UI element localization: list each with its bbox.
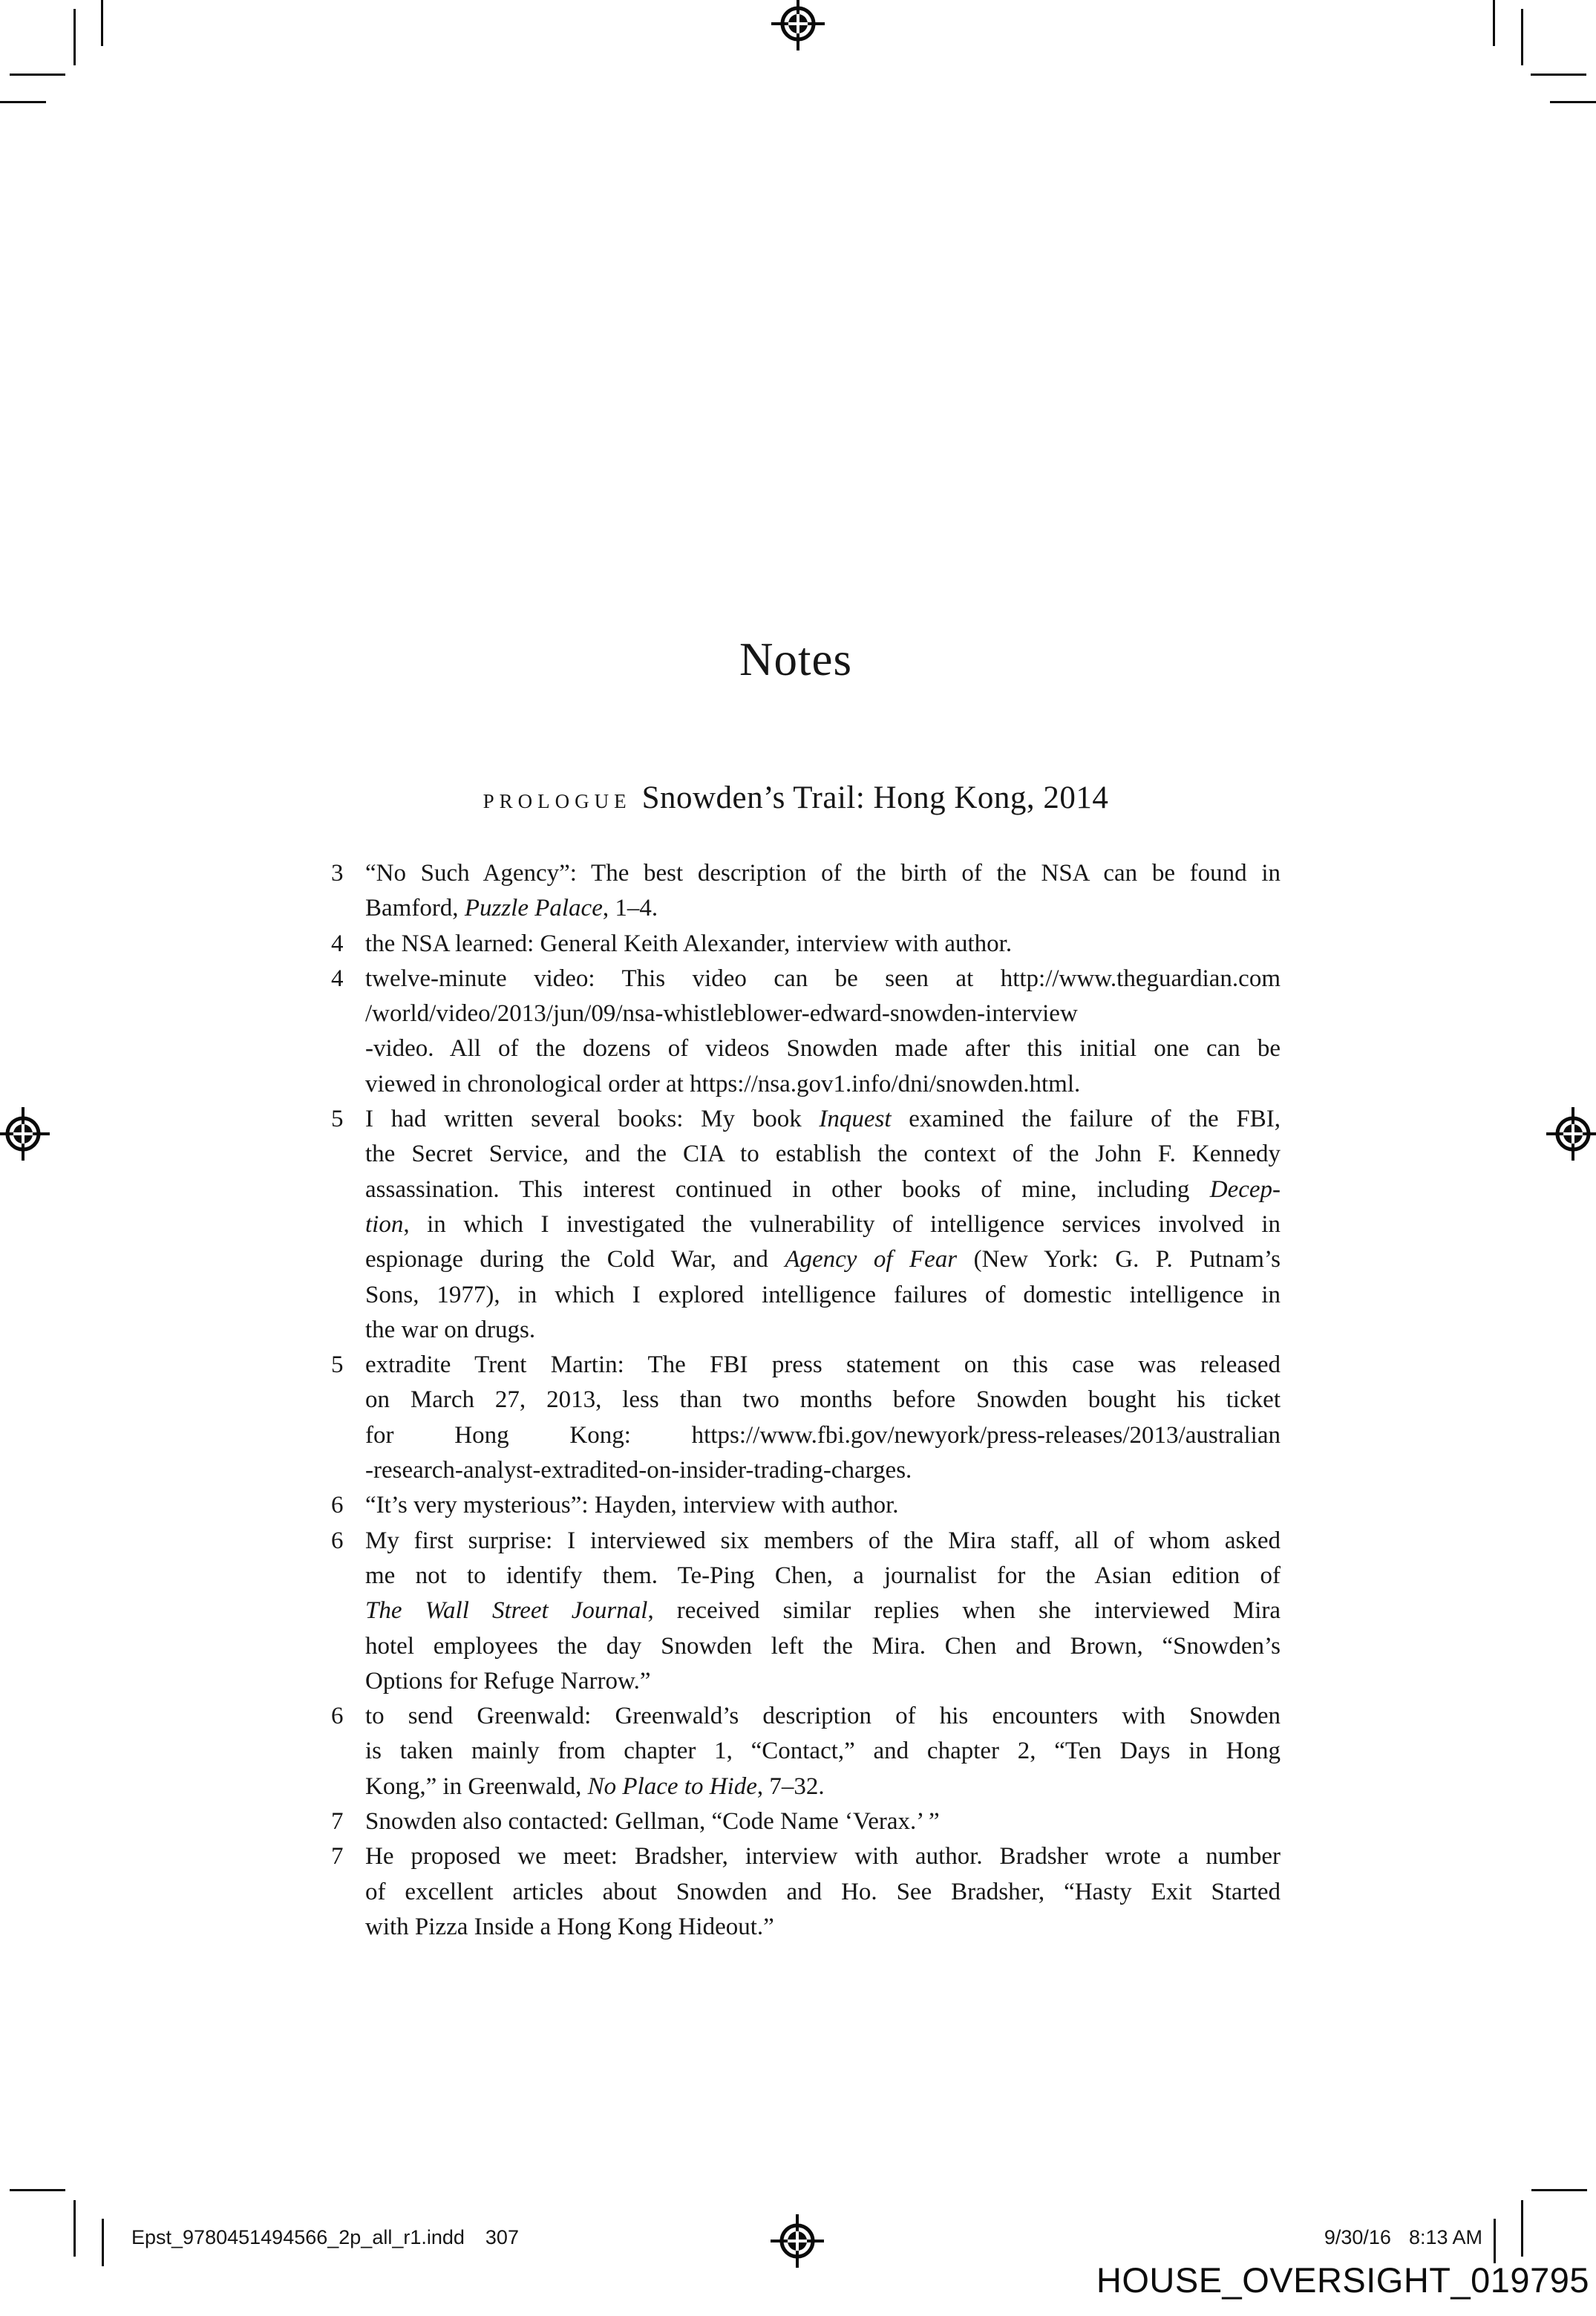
note-entry	[331, 927, 1281, 962]
note-line	[365, 1559, 1281, 1594]
crop-mark-bottom-right-vertical-outer	[1494, 2219, 1496, 2263]
note-line	[365, 1875, 1281, 1910]
note-text	[365, 962, 1281, 1102]
note-number: 6	[331, 1703, 344, 1730]
note-text-segment: He proposed we meet: Bradsher, interview with author. Bradsher wrote a number	[365, 1843, 1281, 1870]
note-text-segment: Kong,” in Greenwald,	[365, 1772, 588, 1800]
slug-datetime-line	[1324, 2226, 1482, 2249]
note-text-segment: Inquest	[819, 1106, 892, 1133]
note-line	[365, 1488, 1281, 1523]
note-number: 5	[331, 1351, 344, 1379]
note-line	[365, 1453, 1281, 1488]
section-title: Snowden’s Trail: Hong Kong, 2014	[641, 780, 1109, 815]
section-heading	[304, 780, 1287, 816]
crop-mark-top-right-vertical-outer	[1493, 0, 1495, 46]
note-line	[365, 1769, 1281, 1804]
note-text	[365, 1348, 1281, 1488]
note-line	[365, 1804, 1281, 1839]
note-entry	[331, 1102, 1281, 1348]
crop-mark-top-left-vertical-inner	[73, 9, 76, 65]
note-entry	[331, 1699, 1281, 1804]
note-line	[365, 1629, 1281, 1664]
note-text-segment: “It’s very mysterious”: Hayden, interview with author.	[365, 1492, 899, 1519]
note-entry	[331, 962, 1281, 1102]
note-text-segment: me not to identify them. Te-Ping Chen, a journalist for the Asian edition of	[365, 1562, 1281, 1589]
note-line	[365, 927, 1281, 962]
crop-mark-top-left-horizontal-inner	[10, 74, 65, 76]
note-text-segment: espionage during the Cold War, and	[365, 1246, 785, 1273]
note-text-segment: Bamford,	[365, 895, 465, 922]
note-line	[365, 1418, 1281, 1453]
slug-page-number: 307	[485, 2226, 519, 2248]
note-text-segment: viewed in chronological order at https://nsa.gov1.info/dni/snowden.html.	[365, 1070, 1081, 1097]
note-text-segment: , received similar replies when she interviewed Mira	[647, 1597, 1281, 1625]
note-text-segment: Snowden also contacted: Gellman, “Code Name ‘Verax.’ ”	[365, 1808, 940, 1836]
registration-mark-left-icon	[0, 1106, 51, 1162]
note-text	[365, 927, 1281, 962]
note-text-segment: , in which I investigated the vulnerability of intelligence services involved in	[403, 1210, 1281, 1238]
crop-mark-bottom-right-horizontal	[1531, 2189, 1587, 2191]
crop-mark-bottom-left-vertical-outer	[102, 2219, 104, 2266]
note-number: 3	[331, 860, 344, 887]
crop-mark-bottom-left-vertical-inner	[73, 2200, 76, 2257]
note-text-segment: for Hong Kong: https://www.fbi.gov/newyork/press-releases/2013/australian	[365, 1421, 1281, 1449]
note-line	[365, 1664, 1281, 1699]
note-text-segment: tion	[365, 1210, 404, 1238]
note-line	[365, 1278, 1281, 1313]
note-line	[365, 1242, 1281, 1277]
note-line	[365, 1910, 1281, 1945]
crop-mark-bottom-left-horizontal	[10, 2189, 65, 2191]
note-entry	[331, 1348, 1281, 1488]
note-text	[365, 1488, 1281, 1523]
note-text-segment: with Pizza Inside a Hong Kong Hideout.”	[365, 1913, 774, 1940]
note-number: 5	[331, 1106, 344, 1133]
note-text-segment: , 7–32.	[756, 1772, 825, 1800]
slug-filename: Epst_9780451494566_2p_all_r1.indd	[131, 2226, 465, 2248]
note-text-segment: -research-analyst-extradited-on-insider-trading-charges.	[365, 1457, 912, 1484]
crop-mark-top-right-horizontal-outer	[1550, 101, 1596, 103]
slug-filename-line	[131, 2226, 519, 2249]
note-text-segment: No Place to Hide	[587, 1772, 757, 1800]
note-line	[365, 962, 1281, 996]
note-text-segment: I had written several books: My book	[365, 1106, 820, 1133]
note-number: 7	[331, 1843, 344, 1870]
registration-mark-bottom-icon	[769, 2213, 825, 2269]
note-text	[365, 856, 1281, 927]
note-text-segment: of excellent articles about Snowden and Ho. See Bradsher, “Hasty Exit Started	[365, 1878, 1281, 1905]
crop-mark-top-left-vertical-outer	[101, 0, 103, 46]
note-text-segment: is taken mainly from chapter 1, “Contact,” and chapter 2, “Ten Days in Hong	[365, 1738, 1281, 1765]
bates-stamp: HOUSE_OVERSIGHT_019795	[1096, 2260, 1589, 2300]
note-line	[365, 1067, 1281, 1102]
crop-mark-top-left-horizontal-outer	[0, 101, 46, 103]
crop-mark-top-right-vertical-inner	[1521, 9, 1523, 65]
crop-mark-top-right-horizontal-inner	[1531, 74, 1586, 76]
note-text-segment: Sons, 1977), in which I explored intelligence failures of domestic intelligence in	[365, 1281, 1281, 1308]
notes-list	[331, 856, 1281, 1945]
note-number: 4	[331, 965, 344, 992]
page-title: Notes	[739, 633, 852, 685]
note-entry	[331, 1524, 1281, 1699]
note-line	[365, 1699, 1281, 1734]
note-text	[365, 1102, 1281, 1348]
slug-date: 9/30/16	[1324, 2226, 1391, 2248]
note-text-segment: , 1–4.	[602, 895, 658, 922]
note-text-segment: assassination. This interest continued in other books of mine, including	[365, 1175, 1210, 1203]
note-text-segment: /world/video/2013/jun/09/nsa-whistleblower-edward-snowden-interview	[365, 1000, 1078, 1028]
note-entry	[331, 1804, 1281, 1839]
note-line	[365, 1839, 1281, 1874]
note-line	[365, 1524, 1281, 1559]
note-text-segment: My first surprise: I interviewed six members of the Mira staff, all of whom asked	[365, 1527, 1281, 1554]
note-line	[365, 1207, 1281, 1242]
note-text-segment: to send Greenwald: Greenwald’s description of his encounters with Snowden	[365, 1703, 1281, 1730]
note-text-segment: (New York: G. P. Putnam’s	[957, 1246, 1281, 1273]
note-text-segment: the war on drugs.	[365, 1316, 536, 1343]
note-entry	[331, 856, 1281, 927]
note-line	[365, 1594, 1281, 1628]
note-text	[365, 1699, 1281, 1804]
note-line	[365, 1031, 1281, 1066]
note-text	[365, 1524, 1281, 1699]
note-text-segment: hotel employees the day Snowden left the Mira. Chen and Brown, “Snowden’s	[365, 1632, 1281, 1660]
note-text-segment: Decep-	[1209, 1175, 1281, 1203]
registration-mark-top-icon	[770, 0, 826, 52]
note-line	[365, 996, 1281, 1031]
note-line	[365, 1734, 1281, 1769]
note-text-segment: “No Such Agency”: The best description of the birth of the NSA can be found in	[365, 860, 1281, 887]
note-line	[365, 1137, 1281, 1172]
crop-mark-bottom-right-vertical-inner	[1521, 2200, 1523, 2257]
note-text-segment: Puzzle Palace	[464, 895, 603, 922]
note-entry	[331, 1488, 1281, 1523]
note-number: 6	[331, 1527, 344, 1554]
registration-mark-right-icon	[1545, 1106, 1596, 1162]
note-line	[365, 1102, 1281, 1137]
note-number: 7	[331, 1808, 344, 1836]
note-line	[365, 891, 1281, 926]
note-text-segment: the Secret Service, and the CIA to establish the context of the John F. Kennedy	[365, 1141, 1281, 1168]
note-number: 6	[331, 1492, 344, 1519]
note-number: 4	[331, 930, 344, 957]
note-text-segment: extradite Trent Martin: The FBI press statement on this case was released	[365, 1351, 1281, 1379]
note-text-segment: examined the failure of the FBI,	[891, 1106, 1281, 1133]
note-text	[365, 1839, 1281, 1945]
note-text-segment: Options for Refuge Narrow.”	[365, 1667, 651, 1694]
note-text	[365, 1804, 1281, 1839]
slug-time: 8:13 AM	[1408, 2226, 1482, 2248]
note-text-segment: twelve-minute video: This video can be seen at http://www.theguardian.com	[365, 965, 1281, 992]
note-line	[365, 1383, 1281, 1418]
note-line	[365, 1313, 1281, 1348]
note-line	[365, 856, 1281, 891]
note-text-segment: on March 27, 2013, less than two months before Snowden bought his ticket	[365, 1386, 1281, 1414]
note-entry	[331, 1839, 1281, 1945]
note-text-segment: The Wall Street Journal	[365, 1597, 648, 1625]
note-text-segment: the NSA learned: General Keith Alexander, interview with author.	[365, 930, 1013, 957]
note-text-segment: Agency of Fear	[785, 1246, 958, 1273]
note-line	[365, 1348, 1281, 1383]
note-line	[365, 1172, 1281, 1207]
note-text-segment: -video. All of the dozens of videos Snowden made after this initial one can be	[365, 1035, 1281, 1063]
section-kicker: PROLOGUE	[483, 790, 632, 812]
